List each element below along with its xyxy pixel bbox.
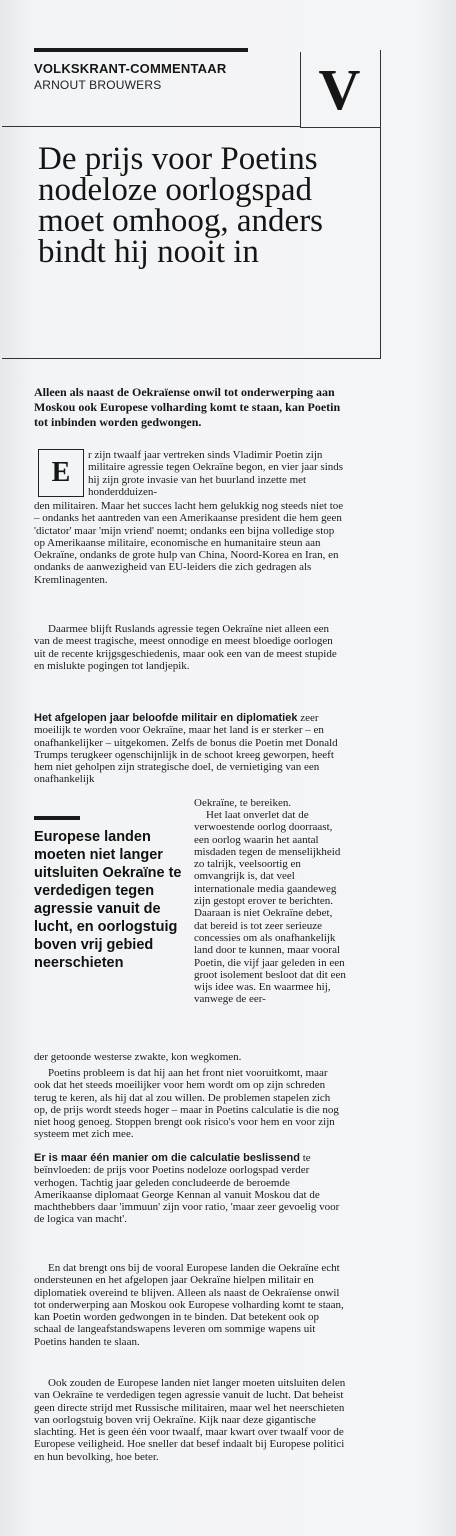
volkskrant-logo: V [318,56,361,122]
paragraph-8: Ook zouden de Europese landen niet langer moeten uitsluiten delen van Oekraïne te verdedigen tegen agressie vanuit de lucht. Dat beheist geen directe strijd met Russische militairen, maar wel het neerschieten van oorlogstuig boven vrij Oekraïne. Kijk naar deze gigantische slachting. Het is geen één voor twaalf, maar kwart over twaalf voor de Europese veiligheid. Hoe sneller dat besef indaalt bij Europese politici en hun bevolking, hoe beter. [34,1377,346,1463]
paragraph-6-text: te beïnvloeden: de prijs voor Poetins nodeloze oorlogspad verder verhogen. Tachtig jaar geleden concludeerde de beroemde Amerikaanse diplomaat George Kennan al vanuit Moskou dat de machthebbers daar 'immuun' zijn voor ratio, 'maar zeer gevoelig voor de logica van macht'. [34,1152,340,1226]
pullquote-rule [34,816,80,820]
paragraph-7: En dat brengt ons bij de vooral Europese landen die Oekraïne echt ondersteunen en het afgelopen jaar Oekraïne hielpen militair en diplomatiek overeind te blijven. Alleen als naast de Oekraïense onwil tot onderwerping aan Moskou ook Europese volharding komt te staan, kan Poetin worden gedwongen in te binden. Dat betekent ook op schaal de langeafstandswapens leveren om sommige wapens uit Poetins handen te slaan. [34,1262,344,1348]
lead-paragraph: Alleen als naast de Oekraïense onwil tot onderwerping aan Moskou ook Europese volharding komt te staan, kan Poetin tot inbinden worden gedwongen. [34,385,341,429]
author-byline: ARNOUT BROUWERS [34,78,162,92]
paragraph-5: Poetins probleem is dat hij aan het front niet vooruitkomt, maar ook dat het steeds moeilijker voor hem wordt om op zijn schreden terug te keren, als hij dat al zou willen. De problemen stapelen zich op, de prijs wordt steeds hoger – maar in Poetins calculatie is die nog niet hoog genoeg. Stoppen brengt ook risico's voor hem en voor zijn systeem met zich mee. [34,1067,339,1141]
paragraph-3-tail: Oekraïne, te bereiken. [194,797,292,809]
pullquote: Europese landen moeten niet langer uitsluiten Oekraïne te verdedigen tegen agressie vanuit de lucht, en oorlogstuig boven vrij gebied neerschieten [34,829,182,971]
paragraph-3-text: zeer moeilijk te worden voor Oekraïne, maar het land is er sterker – en onafhankelijker – uitgekomen. Zelfs de bonus die Poetin met Donald Trumps terugkeer ogenschijnlijk in de schoot kreeg geworpen, heeft hem niet geholpen zijn strategische doel, de vernietiging van een onafhankelijk [34,712,338,786]
paragraph-3 [34,712,346,786]
paragraph-1: den militairen. Maar het succes lacht hem gelukkig nog steeds niet toe – ondanks het aantreden van een Amerikaanse president die hem geen 'dictator' maar 'mijn vriend' noemt; ondanks een bijna volledige stop op Amerikaanse militaire, economische en humanitaire steun aan Oekraïne, ondanks de grote hulp van China, Noord-Korea en Iran, en ondanks de aanwezigheid van EU-leiders die zich gedragen als Kremlinagenten. [34,500,344,586]
headline: De prijs voor Poetins nodeloze oorlogspad moet omhoog, anders bindt hij nooit in [38,141,324,270]
header-divider [2,126,300,127]
paragraph-6 [34,1152,346,1226]
paragraph-1-opening: r zijn twaalf jaar vertreken sinds Vladimir Poetin zijn militaire agressie tegen Oekraïne begon, en vier jaar sinds hij zijn grote invasie van het buurland inzette met honderdduizen- [88,449,344,498]
section-kicker: VOLKSKRANT-COMMENTAAR [34,61,227,76]
paragraph-2: Daarmee blijft Ruslands agressie tegen Oekraïne niet alleen een van de meest tragische, meest onnodige en meest bloedige oorlogen uit de recente krijgsgeschiedenis, maar ook een van de meest stupide en mislukte pogingen tot landjepik. [34,623,337,672]
paragraph-6-leadin: Er is maar één manier om die calculatie beslissend [34,1152,300,1164]
kicker-rule [34,48,248,52]
paragraph-3-leadin: Het afgelopen jaar beloofde militair en diplomatiek [34,712,298,724]
drop-cap: E [38,449,84,497]
paragraph-4-tail: der getoonde westerse zwakte, kon wegkomen. [34,1051,242,1063]
paragraph-4: Het laat onverlet dat de verwoestende oorlog doorraast, een oorlog waarin het aantal misdaden tegen de menselijkheid zo talrijk, veelsoortig en omvangrijk is, dat veel internationale media gaandeweg zijn gestopt erover te berichten. Daaraan is niet Oekraïne debet, dat bereid is tot zeer serieuze concessies om als onafhankelijk land door te kunnen, maar vooral Poetin, die vijf jaar geleden in een groot isolement besloot dat dit een wijs idee was. En waarmee hij, vanwege de eer- [194,809,346,1006]
